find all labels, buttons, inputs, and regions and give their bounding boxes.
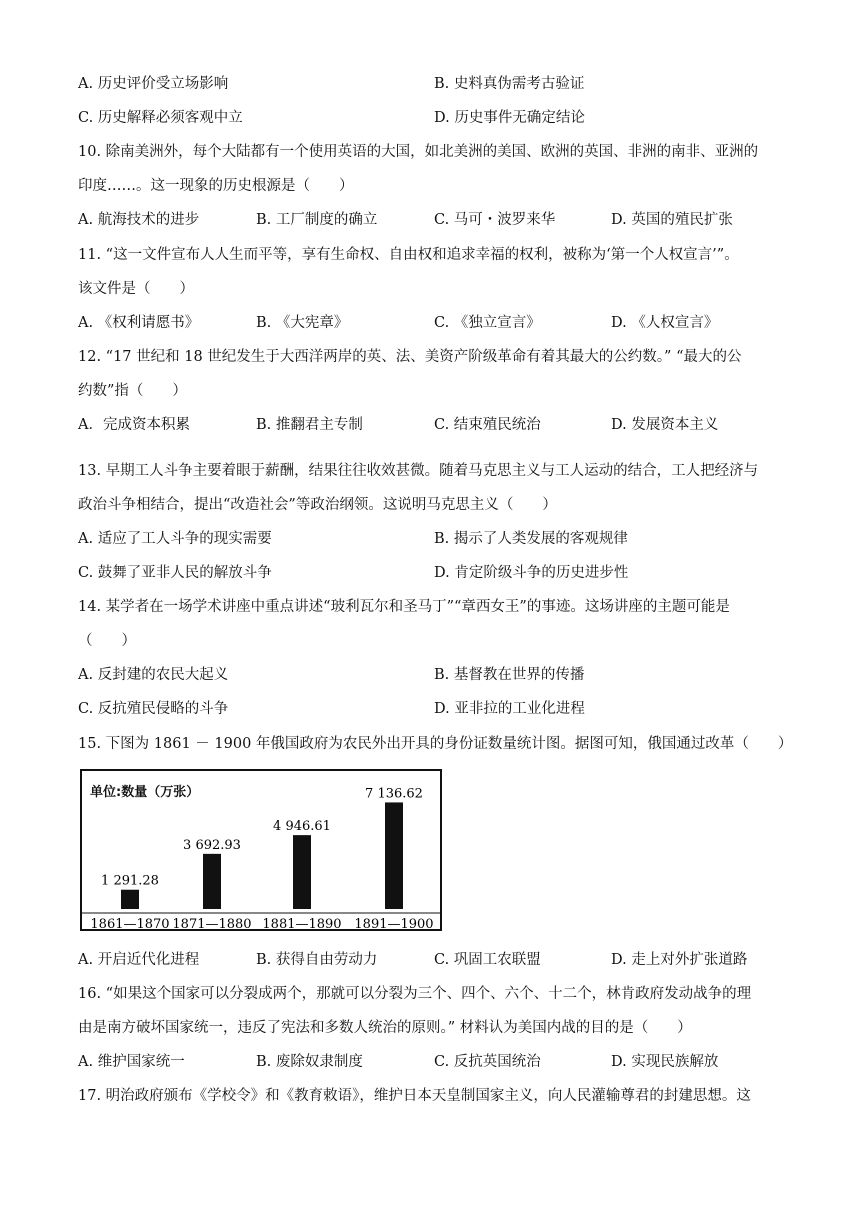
- q12-option-d: D. 发展资本主义: [611, 417, 719, 433]
- q17-stem-line-1: 17. 明治政府颁布《学校令》和《教育敕语》，维护日本天皇制国家主义，向人民灌输尊君的封建思想。这: [78, 1088, 751, 1104]
- q16-stem-line-1: 16. “如果这个国家可以分裂成两个，那就可以分裂为三个、四个、六个、十二个，林肯政府发动战争的理: [78, 986, 752, 1002]
- q13-option-a: A. 适应了工人斗争的现实需要: [78, 531, 272, 547]
- q12-option-b: B. 推翻君主专制: [256, 417, 363, 433]
- q14-option-d: D. 亚非拉的工业化进程: [434, 701, 585, 717]
- q11-stem-line-1: 11. “这一文件宣布人人生而平等，享有生命权、自由权和追求幸福的权利，被称为‘第一个人权宣言’”。: [78, 247, 739, 263]
- q15-bar-chart: [80, 769, 442, 931]
- q12-stem-line-1: 12. “17 世纪和 18 世纪发生于大西洋两岸的英、法、美资产阶级革命有着其最大的公约数。” “最大的公: [78, 349, 742, 365]
- q11-option-b: B. 《大宪章》: [256, 315, 349, 331]
- q9-option-a: A. 历史评价受立场影响: [78, 76, 229, 92]
- q9-option-d: D. 历史事件无确定结论: [434, 110, 585, 126]
- q12-option-a: A．完成资本积累: [78, 417, 190, 433]
- q13-option-b: B. 揭示了人类发展的客观规律: [434, 531, 628, 547]
- q10-option-c: C. 马可・波罗来华: [434, 212, 556, 228]
- q16-stem-line-2: 由是南方破坏国家统一，违反了宪法和多数人统治的原则。” 材料认为美国内战的目的是（ ）: [78, 1020, 692, 1036]
- chart-value-label: 1 291.28: [101, 873, 159, 889]
- q16-option-c: C. 反抗英国统治: [434, 1054, 541, 1070]
- q14-stem-line-1: 14. 某学者在一场学术讲座中重点讲述“玻利瓦尔和圣马丁”“章西女王”的事迹。这场讲座的主题可能是: [78, 599, 730, 615]
- q15-option-d: D. 走上对外扩张道路: [611, 952, 748, 968]
- q11-option-d: D. 《人权宣言》: [611, 315, 719, 331]
- q13-option-d: D. 肯定阶级斗争的历史进步性: [434, 565, 629, 581]
- q10-stem-line-1: 10. 除南美洲外，每个大陆都有一个使用英语的大国，如北美洲的美国、欧洲的英国、非洲的南非、亚洲的: [78, 144, 759, 160]
- chart-category-label: 1861—1870: [90, 917, 170, 929]
- chart-bar: [121, 890, 139, 909]
- q14-option-b: B. 基督教在世界的传播: [434, 667, 585, 683]
- chart-category-label: 1881—1890: [262, 917, 342, 929]
- q12-stem-line-2: 约数”指（ ）: [78, 383, 187, 399]
- chart-value-label: 4 946.61: [273, 819, 331, 835]
- q10-option-b: B. 工厂制度的确立: [256, 212, 378, 228]
- q13-stem-line-1: 13. 早期工人斗争主要着眼于薪酬，结果往往收效甚微。随着马克思主义与工人运动的结合，工人把经济与: [78, 463, 759, 479]
- q16-option-d: D. 实现民族解放: [611, 1054, 719, 1070]
- q9-option-c: C. 历史解释必须客观中立: [78, 110, 243, 126]
- chart-value-label: 3 692.93: [183, 837, 241, 853]
- chart-category-label: 1871—1880: [172, 917, 252, 929]
- q10-option-a: A. 航海技术的进步: [78, 212, 200, 228]
- chart-category-label: 1891—1900: [354, 917, 434, 929]
- q11-stem-line-2: 该文件是（ ）: [78, 281, 194, 297]
- chart-bar: [203, 854, 221, 909]
- chart-bar: [293, 835, 311, 909]
- chart-title: 单位:数量（万张）: [90, 785, 200, 800]
- q9-option-b: B. 史料真伪需考古验证: [434, 76, 585, 92]
- q11-option-a: A. 《权利请愿书》: [78, 315, 200, 331]
- q14-stem-line-2: （ ）: [78, 633, 136, 649]
- q10-option-d: D. 英国的殖民扩张: [611, 212, 733, 228]
- q10-stem-line-2: 印度……。这一现象的历史根源是（ ）: [78, 178, 354, 194]
- q14-option-a: A. 反封建的农民大起义: [78, 667, 229, 683]
- q15-option-b: B. 获得自由劳动力: [256, 952, 378, 968]
- q15-option-c: C. 巩固工农联盟: [434, 952, 541, 968]
- chart-value-label: 7 136.62: [365, 786, 423, 802]
- q13-stem-line-2: 政治斗争相结合，提出“改造社会”等政治纲领。这说明马克思主义（ ）: [78, 497, 557, 513]
- q15-stem-line-1: 15. 下图为 1861 － 1900 年俄国政府为农民外出开具的身份证数量统计图。据图可知，俄国通过改革（ ）: [78, 736, 793, 752]
- q16-option-b: B. 废除奴隶制度: [256, 1054, 363, 1070]
- chart-bar: [385, 802, 403, 909]
- q14-option-c: C. 反抗殖民侵略的斗争: [78, 701, 229, 717]
- q12-option-c: C. 结束殖民统治: [434, 417, 541, 433]
- q15-option-a: A. 开启近代化进程: [78, 952, 200, 968]
- q16-option-a: A. 维护国家统一: [78, 1054, 185, 1070]
- chart-plot: [82, 771, 440, 929]
- q13-option-c: C. 鼓舞了亚非人民的解放斗争: [78, 565, 272, 581]
- q11-option-c: C. 《独立宣言》: [434, 315, 541, 331]
